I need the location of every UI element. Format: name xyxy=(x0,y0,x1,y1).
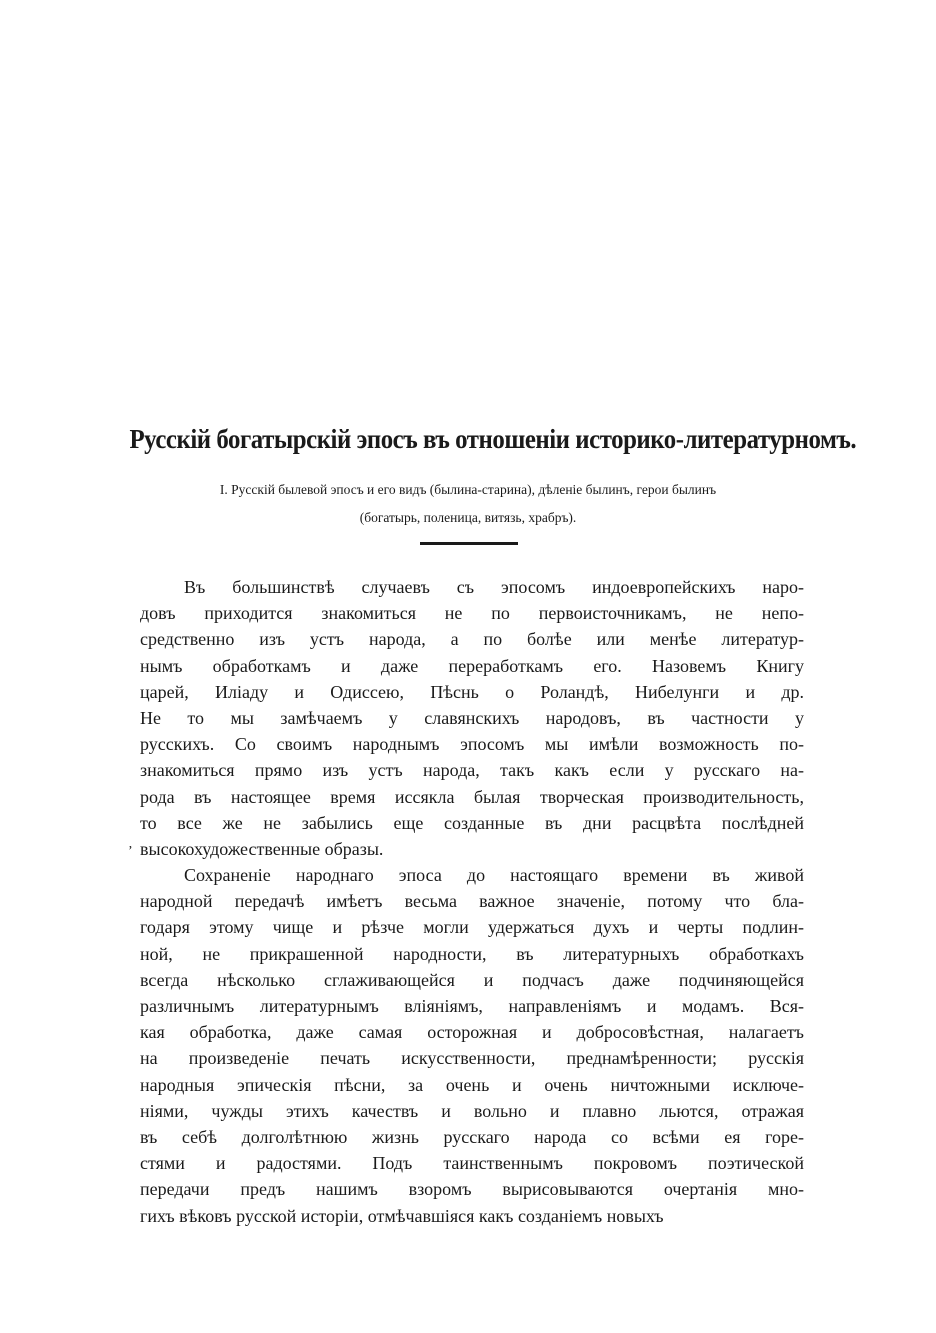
text-line: рода въ настоящее время иссякла былая творческая производительность, xyxy=(140,786,804,807)
text-line: Въ большинствѣ случаевъ съ эпосомъ индоевропейскихъ наро- xyxy=(184,577,804,597)
text-line: русскихъ. Со своимъ народнымъ эпосомъ мы имѣли возможность по- xyxy=(140,734,804,755)
text-line: народныя эпическія пѣсни, за очень и очень ничтожными исключе- xyxy=(140,1074,804,1095)
text-line: Не то мы замѣчаемъ у славянскихъ народовъ, въ частности у xyxy=(140,707,804,728)
text-line: годаря этому чище и рѣзче могли удержаться духъ и черты подлин- xyxy=(140,917,804,938)
text-line: передачи предъ нашимъ взоромъ вырисовываются очертанія мно- xyxy=(140,1179,804,1200)
title-divider-rule xyxy=(420,542,518,545)
text-line: знакомиться прямо изъ устъ народа, такъ какъ если у русскаго на- xyxy=(140,760,804,781)
margin-mark: ʼ xyxy=(128,844,133,859)
text-line: довъ приходится знакомиться не по первоисточникамъ, не непо- xyxy=(140,603,804,624)
text-line: стями и радостями. Подъ таинственнымъ покровомъ поэтической xyxy=(140,1153,804,1174)
text-line: высокохудожественные образы. xyxy=(140,838,384,859)
text-line: гихъ вѣковъ русской исторіи, отмѣчавшіяся какъ созданіемъ новыхъ xyxy=(140,1205,664,1226)
text-line: Сохраненіе народнаго эпоса до настоящаго времени въ живой xyxy=(184,865,804,886)
text-line: царей, Иліаду и Одиссею, Пѣснь о Роландѣ, Нибелунги и др. xyxy=(140,681,804,702)
chapter-subtitle-line-2: (богатырь, поленица, витязь, храбръ). xyxy=(359,510,577,525)
chapter-title: Русскій богатырскій эпосъ въ отношеніи историко-литературномъ. xyxy=(129,424,857,454)
chapter-subtitle-line-1: I. Русскій былевой эпосъ и его видъ (былина-старина), дѣленіе былинъ, герои былинъ xyxy=(219,482,717,497)
text-line: ніями, чужды этихъ качествъ и вольно и плавно льются, отражая xyxy=(140,1100,804,1121)
text-line: народной передачѣ имѣетъ весьма важное значеніе, потому что бла- xyxy=(140,891,804,912)
body-text xyxy=(140,574,804,1229)
text-line: различнымъ литературнымъ вліяніямъ, направленіямъ и модамъ. Вся- xyxy=(140,996,804,1016)
text-line: въ себѣ долголѣтнюю жизнь русскаго народа со всѣми ея горе- xyxy=(140,1126,804,1147)
text-line: ной, не прикрашенной народности, въ литературныхъ обработкахъ xyxy=(140,943,804,964)
text-line: то все же не забылись еще созданные въ дни расцвѣта послѣдней xyxy=(140,812,804,833)
text-line: всегда нѣсколько сглаживающейся и подчасъ даже подчиняющейся xyxy=(140,969,804,990)
text-line: средственно изъ устъ народа, а по болѣе или менѣе литератур- xyxy=(140,629,804,650)
text-line: нымъ обработкамъ и даже переработкамъ его. Назовемъ Книгу xyxy=(140,655,804,676)
text-line: кая обработка, даже самая осторожная и добросовѣстная, налагаетъ xyxy=(140,1022,804,1043)
text-line: на произведеніе печать искусственности, преднамѣренности; русскія xyxy=(140,1048,804,1069)
